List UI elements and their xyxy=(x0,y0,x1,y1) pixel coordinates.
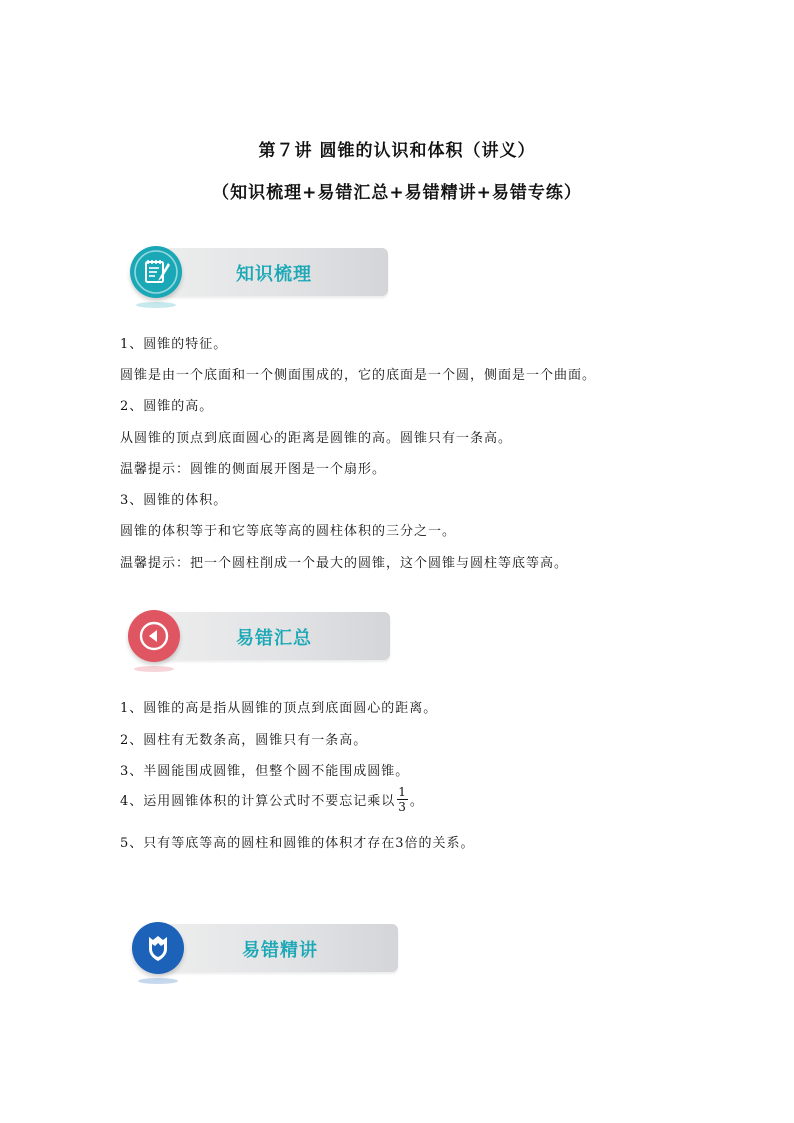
fraction-numerator: 1 xyxy=(398,785,407,799)
banner-reflection xyxy=(136,302,176,308)
knowledge-line: 3、圆锥的体积。 xyxy=(120,493,228,508)
mistake-line: 2、圆柱有无数条高，圆锥只有一条高。 xyxy=(120,733,368,748)
mistake-line: 1、圆锥的高是指从圆锥的顶点到底面圆心的距离。 xyxy=(120,701,438,716)
banner-reflection xyxy=(138,978,178,984)
knowledge-line: 温馨提示：圆锥的侧面展开图是一个扇形。 xyxy=(120,462,387,477)
knowledge-line: 圆锥的体积等于和它等底等高的圆柱体积的三分之一。 xyxy=(120,524,457,539)
knowledge-line: 圆锥是由一个底面和一个侧面围成的，它的底面是一个圆，侧面是一个曲面。 xyxy=(120,368,597,383)
fraction-denominator: 3 xyxy=(398,800,407,814)
section-label-knowledge: 知识梳理 xyxy=(236,264,312,285)
fraction-one-third xyxy=(397,785,408,814)
shield-icon xyxy=(132,922,184,974)
notepad-pencil-icon xyxy=(130,246,182,298)
knowledge-line: 温馨提示：把一个圆柱削成一个最大的圆锥，这个圆锥与圆柱等底等高。 xyxy=(120,556,569,571)
mistake-line: 3、半圆能围成圆锥，但整个圆不能围成圆锥。 xyxy=(120,764,410,779)
section-label-explain: 易错精讲 xyxy=(242,940,318,961)
document-title: 第７讲 圆锥的认识和体积（讲义） xyxy=(258,141,536,161)
mistake-line-tail: 。 xyxy=(409,794,424,809)
document-subtitle: （知识梳理+易错汇总+易错精讲+易错专练） xyxy=(212,183,582,203)
banner-reflection xyxy=(134,666,174,672)
mistake-line: 5、只有等底等高的圆柱和圆锥的体积才存在3倍的关系。 xyxy=(120,836,475,851)
knowledge-line: 2、圆锥的高。 xyxy=(120,399,214,414)
mistake-line-fraction xyxy=(120,787,424,816)
back-arrow-icon xyxy=(128,610,180,662)
mistake-line-text: 4、运用圆锥体积的计算公式时不要忘记乘以 xyxy=(120,794,396,809)
section-banner-knowledge xyxy=(130,248,388,296)
knowledge-line: 1、圆锥的特征。 xyxy=(120,337,228,352)
section-label-mistakes: 易错汇总 xyxy=(236,628,312,649)
knowledge-line: 从圆锥的顶点到底面圆心的距离是圆锥的高。圆锥只有一条高。 xyxy=(120,431,513,446)
section-banner-mistakes xyxy=(128,612,390,660)
section-banner-explain xyxy=(132,924,398,972)
